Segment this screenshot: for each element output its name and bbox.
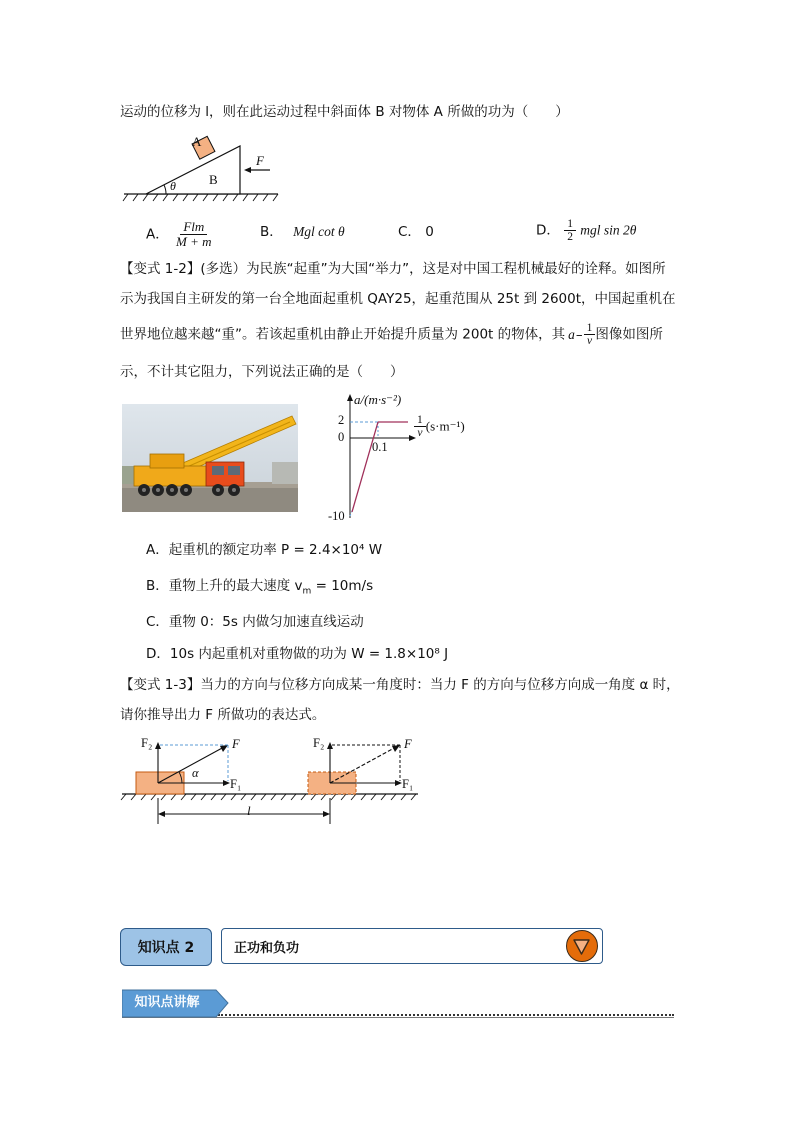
label-f-left: F — [232, 737, 240, 751]
q2-option-a[interactable]: A．起重机的额定功率 P = 2.4×10⁴ W — [146, 542, 383, 558]
fraction: $\frac{\text{Flm}}{M + m}$ — [176, 219, 212, 249]
q1-option-a[interactable]: A． $\frac{\text{Flm}}{M + m}$ — [146, 220, 215, 249]
graph-tick-y-0: 0 — [338, 430, 345, 444]
triangle-down-icon — [567, 931, 596, 960]
q3-line-1: 【变式 1-3】当力的方向与位移方向成某一角度时：当力 F 的方向与位移方向成一角度 α 时， — [120, 677, 680, 693]
q1-intro: 运动的位移为 l，则在此运动过程中斜面体 B 对物体 A 所做的功为（ ） — [120, 104, 569, 120]
crane-photo — [122, 404, 298, 512]
graph-sloped-line — [352, 422, 378, 512]
label-a: A — [192, 134, 202, 149]
label-f1-left: F₁ — [230, 777, 242, 791]
graph-x-axis-label: $\frac{1}{v}$ (s·m⁻¹) — [414, 414, 465, 439]
label-f1-right: F₁ — [402, 777, 414, 791]
force-decomposition-figure — [118, 734, 428, 834]
q1-incline-figure — [118, 134, 288, 208]
knowledge-point-title[interactable]: 正功和负功 — [221, 928, 603, 964]
q2-line-1: 【变式 1-2】(多选）为民族“起重”为大国“举力”，这是对中国工程机械最好的诠释。如图所 — [120, 261, 666, 277]
q2-option-b[interactable]: B．重物上升的最大速度 $v_m = 10m/s$ — [146, 578, 374, 597]
graph-tick-x-0.1: 0.1 — [372, 440, 388, 454]
incline-b — [146, 146, 240, 194]
q2-option-c[interactable]: C．重物 0：5s 内做匀加速直线运动 — [146, 614, 364, 630]
section-dotted-rule — [218, 1014, 674, 1016]
label-theta: θ — [170, 179, 176, 193]
label-f2-right: F₂ — [313, 736, 325, 750]
q3-line-2: 请你推导出力 F 所做功的表达式。 — [120, 707, 326, 723]
q1-option-b[interactable]: B． Mgl cot θ — [260, 224, 345, 240]
explain-tab — [122, 986, 230, 1018]
q1-option-d[interactable]: D． $\frac{1}{2}$ mgl sin 2θ — [536, 218, 637, 243]
fraction: $\frac{1}{v}$ — [584, 322, 596, 347]
label-displacement-l: l — [247, 803, 251, 818]
explain-label: 知识点讲解 — [134, 995, 200, 1010]
label-alpha: α — [192, 766, 199, 780]
expand-arrow-button[interactable] — [566, 930, 598, 962]
q2-option-d[interactable]: D．10s 内起重机对重物做的功为 W = 1.8×10⁸ J — [146, 646, 449, 662]
graph-y-axis-label: a/(m·s⁻²) — [354, 392, 402, 407]
graph-tick-y-2: 2 — [338, 413, 345, 427]
a-inverse-v-graph — [322, 388, 502, 528]
q2-line-3: 世界地位越来越“重”。若该起重机由静止开始提升质量为 200t 的物体，其 a– $\frac{1}{v}$ 图像如图所 — [120, 322, 663, 347]
label-f2-left: F₂ — [141, 736, 153, 750]
q2-line-4: 示，不计其它阻力，下列说法正确的是（ ） — [120, 364, 404, 380]
fraction: $\frac{1}{2}$ — [564, 218, 576, 243]
q2-line-2: 示为我国自主研发的第一台全地面起重机 QAY25，起重范围从 25t 到 2600t，中国起重机在 — [120, 291, 676, 307]
q1-option-c[interactable]: C． 0 — [398, 224, 434, 240]
label-f: F — [256, 153, 264, 168]
label-f-right: F — [404, 737, 412, 751]
label-b: B — [209, 172, 218, 187]
fraction: $\frac{1}{v}$ — [414, 414, 426, 439]
graph-tick-y-neg10: -10 — [328, 509, 345, 523]
knowledge-point-badge: 知识点 2 — [120, 928, 212, 966]
